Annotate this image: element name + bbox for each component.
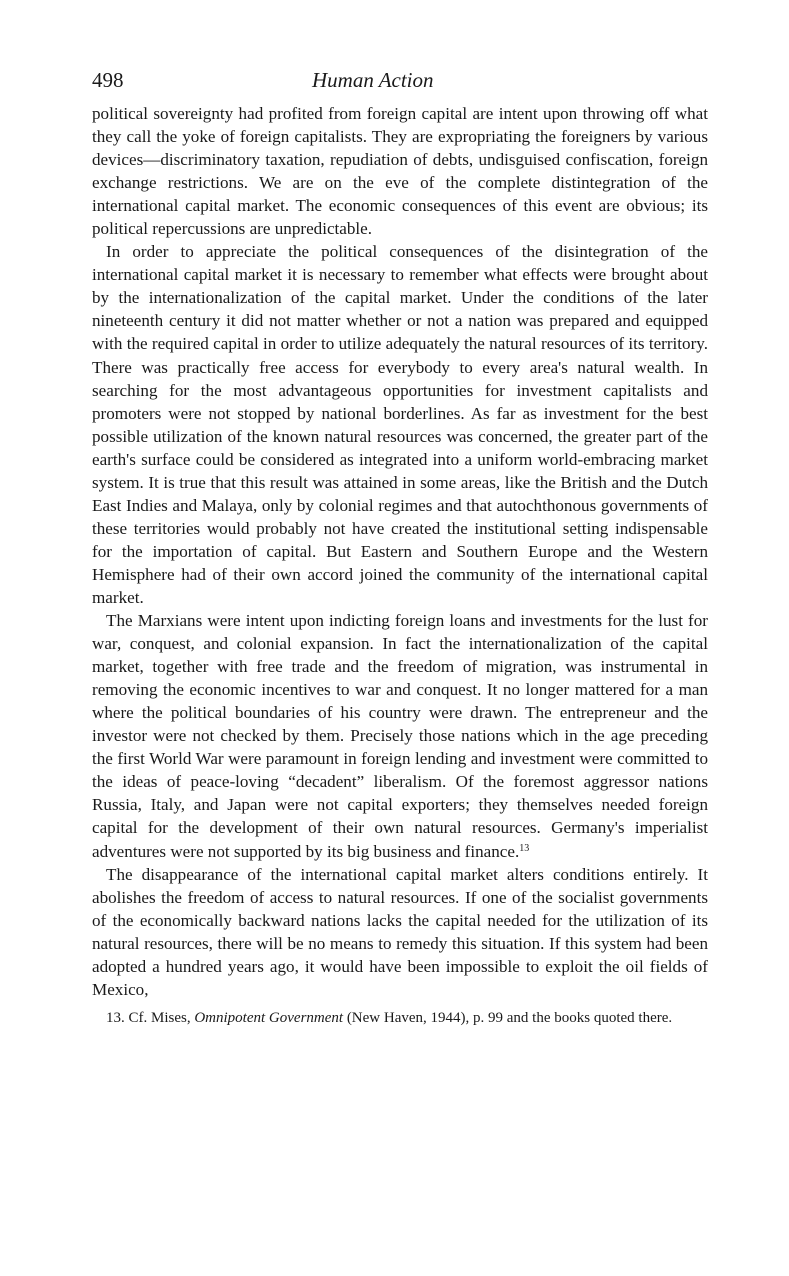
paragraph-4: The disappearance of the international capital market alters conditions entirely. It abolishes the freedom of access to natural resources. If one of the socialist governments of the economically backward nations lacks the capital needed for the utilization of its natural resources, there will be no means to remedy this situation. If this system had been adopted a hundred years ago, it would have been impossible to exploit the oil fields of Mexico,	[92, 864, 708, 999]
paragraph-1: political sovereignty had profited from foreign capital are intent upon throwing off what they call the yoke of foreign capitalists. They are expropriating the foreigners by various devices—discriminatory taxation, repudiation of debts, undisguised confiscation, foreign exchange restrictions. We are on the eve of the complete distintegration of the international capital market. The economic consequences of this event are obvious; its political repercussions are unpredictable.	[92, 104, 708, 239]
paragraph-3-text: The Marxians were intent upon indicting foreign loans and investments for the lust for war, conquest, and colonial expansion. In fact the internationalization of the capital market, together with free trade and the freedom of migration, was instrumental in removing the economic incentives to war and conquest. It no longer mattered for a man where the political boundaries of his country were drawn. The entrepreneur and the investor were not checked by them. Precisely those nations which in the age preceding the first World War were paramount in foreign lending and investment were committed to the ideas of peace-loving “decadent” liberalism. Of the foremost aggressor nations Russia, Italy, and Japan were not capital exporters; they themselves needed foreign capital for the development of their own natural resources. Germany's imperialist adventures were not supported by its big business and finance.	[92, 611, 708, 861]
body-text	[92, 102, 708, 1001]
page-header	[92, 68, 708, 98]
running-title: Human Action	[312, 68, 434, 92]
footnote-before: Cf. Mises,	[128, 1009, 191, 1026]
page-number: 498	[92, 68, 124, 92]
footnote-number: 13.	[106, 1009, 125, 1026]
footnote-after: (New Haven, 1944), p. 99 and the books quoted there.	[346, 1009, 673, 1026]
paragraph-3	[92, 609, 708, 863]
book-page	[92, 68, 708, 1028]
footnote-marker[interactable]: 13	[519, 842, 530, 854]
paragraph-2: In order to appreciate the political consequences of the disintegration of the international capital market it is necessary to remember what effects were brought about by the internationalization of the capital market. Under the conditions of the later nineteenth century it did not matter whether or not a nation was prepared and equipped with the required capital in order to utilize adequately the natural resources of its territory. There was practically free access for everybody to every area's natural wealth. In searching for the most advantageous opportunities for investment capitalists and promoters were not stopped by national borderlines. As far as investment for the best possible utilization of the known natural resources was concerned, the greater part of the earth's surface could be considered as integrated into a uniform world-embracing market system. It is true that this result was attained in some areas, like the British and the Dutch East Indies and Malaya, only by colonial regimes and that autochthonous governments of these territories would probably not have created the institutional setting indispensable for the importation of capital. But Eastern and Southern Europe and the Western Hemisphere had of their own accord joined the community of the international capital market.	[92, 242, 708, 607]
footnote	[92, 1009, 708, 1028]
footnote-title: Omnipotent Government	[194, 1009, 344, 1026]
